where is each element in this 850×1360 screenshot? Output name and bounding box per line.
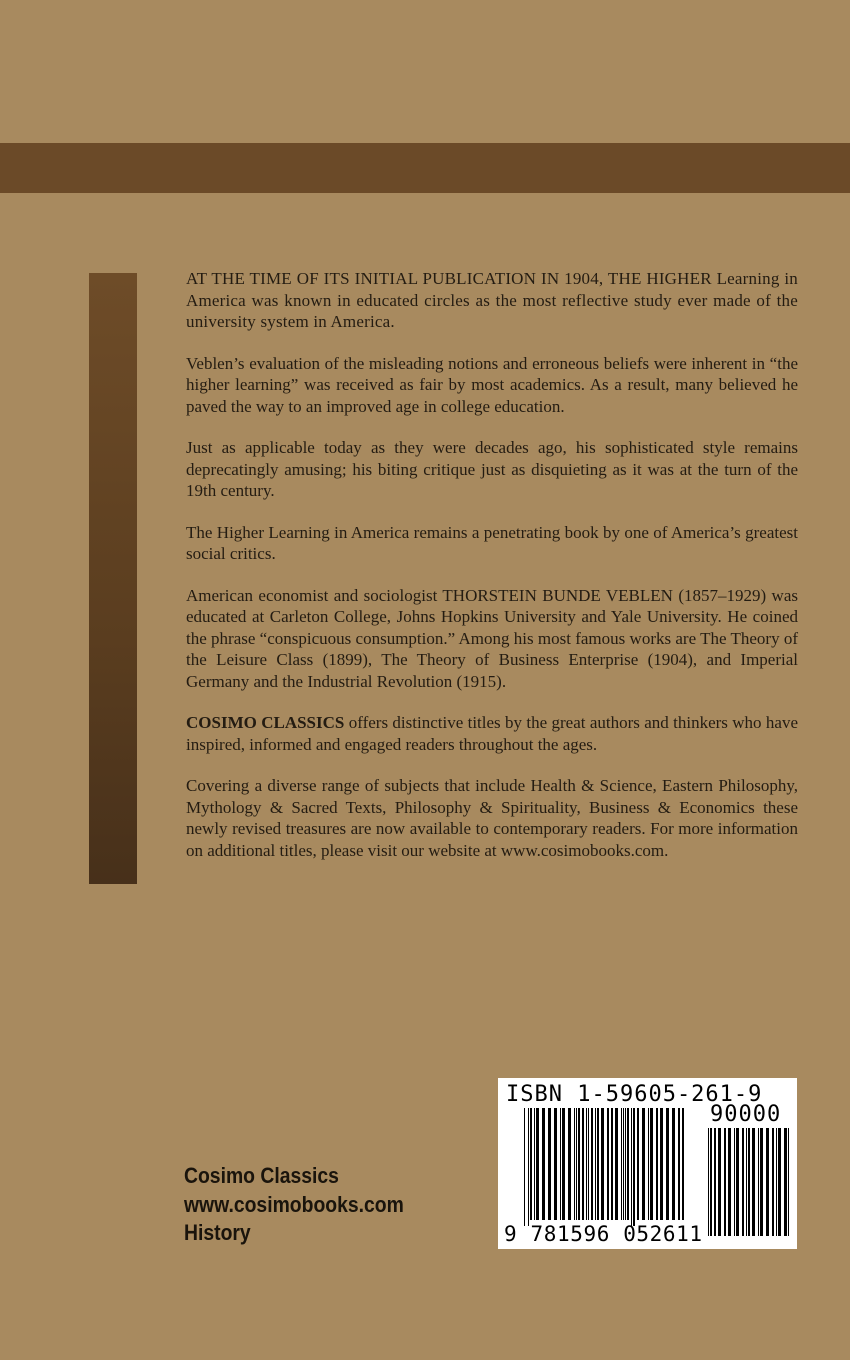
book-category: History xyxy=(184,1220,251,1245)
intro-paragraph: AT THE TIME OF ITS INITIAL PUBLICATION IN 1904, THE HIGHER Learning in America was known in educated circles as the most reflective study ever made of the university system in America. xyxy=(186,269,798,331)
closing-paragraph: Covering a diverse range of subjects that include Health & Science, Eastern Philosophy, Mythology & Sacred Texts, Philosophy & Spirituality, Business & Economics these newly revised treasures are now available to contemporary readers. For more information on additional titles, please visit our website at www.cosimobooks.com. xyxy=(186,776,798,860)
barcode-bar xyxy=(607,1108,609,1220)
barcode-bar xyxy=(648,1108,649,1220)
summary-paragraph: The Higher Learning in America remains a penetrating book by one of America’s greatest social critics. xyxy=(186,522,798,563)
barcode-bar xyxy=(631,1108,632,1226)
barcode-bar xyxy=(660,1108,663,1220)
barcode-bar xyxy=(582,1108,584,1220)
cosimo-text: offers distinctive titles by the great authors and thinkers who have inspired, informed and engaged readers throughout the ages. xyxy=(186,713,798,754)
cosimo-paragraph xyxy=(186,712,798,755)
barcode-bar xyxy=(560,1108,561,1220)
barcode-bar xyxy=(578,1108,580,1220)
barcode-bar xyxy=(623,1108,624,1220)
barcode-bar xyxy=(710,1128,712,1236)
left-decorative-bar xyxy=(89,273,137,884)
barcode-bar xyxy=(530,1108,532,1220)
barcode-bar xyxy=(678,1108,680,1220)
barcode-bar xyxy=(574,1108,575,1220)
barcode-bar xyxy=(588,1108,589,1220)
barcode-bar xyxy=(736,1128,739,1236)
barcode-bar xyxy=(760,1128,763,1236)
barcode-bar xyxy=(666,1108,669,1220)
barcode-bar xyxy=(554,1108,557,1220)
barcode-bar xyxy=(748,1128,750,1236)
barcode-bar xyxy=(718,1128,721,1236)
barcode-bar xyxy=(766,1128,769,1236)
barcode-bar xyxy=(746,1128,747,1236)
barcode-bar xyxy=(528,1108,529,1226)
barcode-bar xyxy=(734,1128,735,1236)
author-bio-paragraph: American economist and sociologist THORSTEIN BUNDE VEBLEN (1857–1929) was educated at Carleton College, Johns Hopkins University and Yale University. He coined the phrase “conspicuous consumption.” Among his most famous works are The Theory of the Leisure Class (1899), The Theory of Business Enterprise (1904), and Imperial Germany and the Industrial Revolution (1915). xyxy=(186,585,798,691)
barcode-bar xyxy=(637,1108,639,1220)
barcode-bar xyxy=(534,1108,535,1220)
barcode-bar xyxy=(724,1128,726,1236)
barcode-bar xyxy=(591,1108,593,1220)
barcode-bar xyxy=(728,1128,731,1236)
barcode-bar xyxy=(601,1108,604,1220)
barcode-bar xyxy=(548,1108,551,1220)
barcode-bar xyxy=(672,1108,675,1220)
barcode xyxy=(498,1078,797,1249)
barcode-bar xyxy=(625,1108,626,1220)
barcode-bar xyxy=(778,1128,781,1236)
barcode-bar xyxy=(568,1108,571,1220)
barcode-bar xyxy=(595,1108,596,1220)
applicability-paragraph: Just as applicable today as they were decades ago, his sophisticated style remains deprecatingly amusing; his biting critique just as disquieting as it was at the turn of the 19th century. xyxy=(186,438,798,500)
barcode-bar xyxy=(758,1128,759,1236)
barcode-bar xyxy=(788,1128,789,1236)
barcode-bar xyxy=(621,1108,622,1220)
barcode-bar xyxy=(576,1108,577,1220)
publisher-website: www.cosimobooks.com xyxy=(184,1191,404,1217)
barcode-bar xyxy=(656,1108,658,1220)
barcode-bar xyxy=(597,1108,599,1220)
barcode-bar xyxy=(772,1128,774,1236)
imprint-block xyxy=(184,1162,404,1248)
ean-digits: 9 781596 052611 xyxy=(504,1222,703,1246)
barcode-bar xyxy=(611,1108,613,1220)
barcode-bar xyxy=(642,1108,645,1220)
barcode-bar xyxy=(650,1108,653,1220)
barcode-bar xyxy=(542,1108,545,1220)
barcode-bar xyxy=(524,1108,525,1226)
addon-bars xyxy=(708,1128,789,1236)
barcode-bar xyxy=(615,1108,618,1220)
cosimo-brand: COSIMO CLASSICS xyxy=(186,713,345,732)
price-code: 90000 xyxy=(710,1102,782,1127)
barcode-bar xyxy=(633,1108,635,1226)
barcode-bar xyxy=(776,1128,777,1236)
evaluation-paragraph: Veblen’s evaluation of the misleading notions and erroneous beliefs were inherent in “the higher learning” was received as fair by most academics. As a result, many believed he paved the way to an improved age in college education. xyxy=(186,353,798,416)
back-cover-blurb xyxy=(186,268,798,881)
barcode-bar xyxy=(562,1108,565,1220)
barcode-bar xyxy=(708,1128,709,1236)
ean-bars xyxy=(524,1108,684,1226)
barcode-bar xyxy=(586,1108,587,1220)
barcode-bar xyxy=(682,1108,684,1220)
barcode-bar xyxy=(784,1128,787,1236)
barcode-bar xyxy=(742,1128,744,1236)
publisher-name: Cosimo Classics xyxy=(184,1163,339,1188)
barcode-bar xyxy=(627,1108,629,1220)
barcode-bar xyxy=(714,1128,716,1236)
barcode-bar xyxy=(536,1108,539,1220)
top-decorative-band xyxy=(0,143,850,193)
barcode-bar xyxy=(752,1128,755,1236)
isbn-label: ISBN 1-59605-261-9 xyxy=(506,1082,763,1107)
